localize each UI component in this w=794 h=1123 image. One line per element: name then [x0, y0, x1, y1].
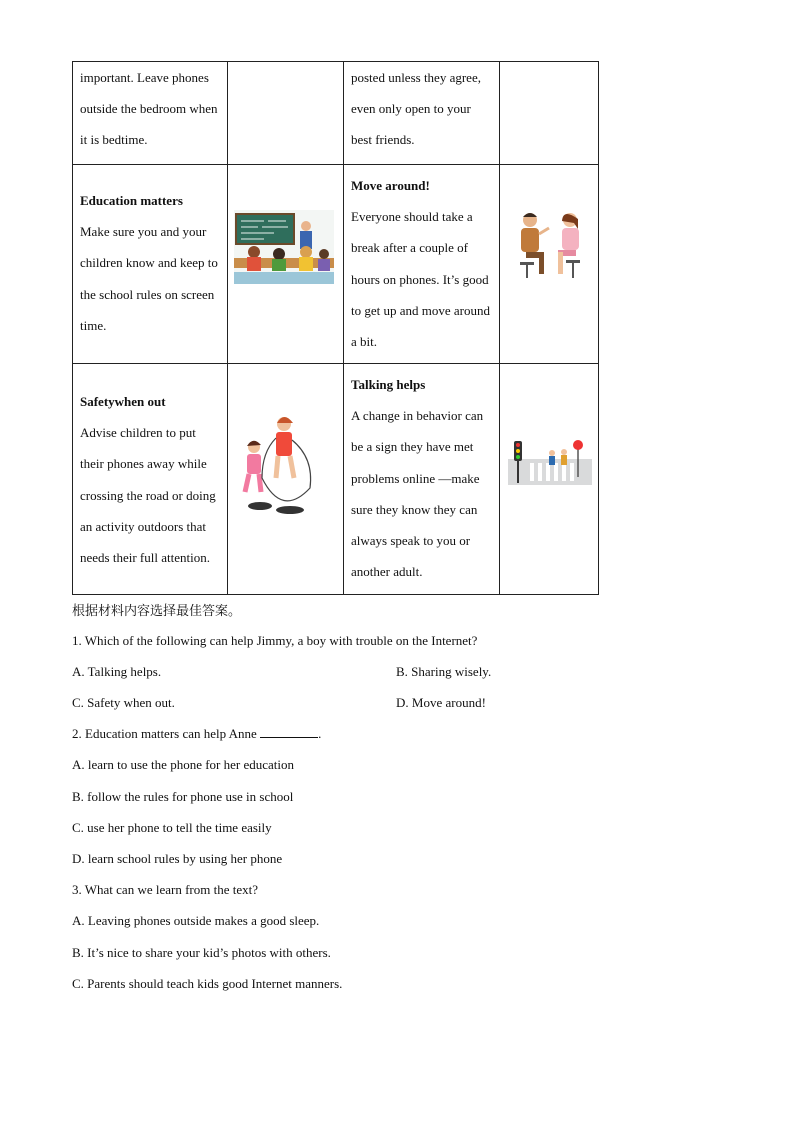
tips-table [72, 61, 599, 595]
table-row [73, 62, 599, 165]
cell-talking-helps [344, 364, 500, 595]
question-2-option-c: C. use her phone to tell the time easily [72, 820, 272, 835]
talking-image-cell [500, 165, 599, 364]
question-3-stem: 3. What can we learn from the text? [72, 882, 259, 897]
talking-helps-title: Talking helps [351, 377, 426, 392]
question-2-option-b: B. follow the rules for phone use in school [72, 789, 294, 804]
skipping-rope-illustration [234, 414, 326, 516]
question-3-option-b: B. It’s nice to share your kid’s photos with others. [72, 945, 331, 960]
safety-when-out-text: Advise children to put their phones away while crossing the road or doing an activity outdoors that needs their full attention. [80, 425, 216, 566]
question-2-option-a: A. learn to use the phone for her education [72, 757, 295, 772]
table-row [73, 165, 599, 364]
question-3-option-c: C. Parents should teach kids good Internet manners. [72, 976, 343, 991]
crossing-image-cell [500, 364, 599, 595]
classroom-illustration [234, 210, 334, 284]
two-people-talking-illustration [512, 208, 588, 284]
move-around-text: Everyone should take a break after a couple of hours on phones. It’s good to get up and move around a bit. [351, 209, 490, 350]
cell-safety-when-out [73, 364, 228, 595]
question-1-option-b: B. Sharing wisely. [396, 664, 492, 679]
question-1-option-d: D. Move around! [396, 695, 486, 710]
cell-education-matters [73, 165, 228, 364]
question-1-option-c: C. Safety when out. [72, 695, 175, 710]
skipping-image-cell [228, 364, 344, 595]
talking-helps-text: A change in behavior can be a sign they have met problems online —make sure they know they can always speak to you or another adult. [351, 408, 484, 580]
question-3-option-a: A. Leaving phones outside makes a good sleep. [72, 913, 320, 928]
empty-cell [500, 62, 599, 165]
cell-sharing-text: posted unless they agree, even only open to your best friends. [344, 62, 500, 165]
pedestrian-crossing-illustration [508, 437, 592, 487]
question-2-stem: 2. Education matters can help Anne . [72, 726, 322, 741]
safety-when-out-title: Safetywhen out [80, 394, 166, 409]
answer-blank [260, 726, 318, 738]
instruction-text: 根据材料内容选择最佳答案。 [72, 604, 242, 619]
empty-cell [228, 62, 344, 165]
question-1-stem: 1. Which of the following can help Jimmy, a boy with trouble on the Internet? [72, 633, 478, 648]
classroom-image-cell [228, 165, 344, 364]
education-matters-text: Make sure you and your children know and keep to the school rules on screen time. [80, 224, 218, 333]
cell-sleep-text: important. Leave phones outside the bedroom when it is bedtime. [73, 62, 228, 165]
question-2-option-d: D. learn school rules by using her phone [72, 851, 283, 866]
question-1-option-a: A. Talking helps. [72, 664, 162, 679]
cell-move-around [344, 165, 500, 364]
table-row [73, 364, 599, 595]
move-around-title: Move around! [351, 178, 430, 193]
education-matters-title: Education matters [80, 193, 183, 208]
